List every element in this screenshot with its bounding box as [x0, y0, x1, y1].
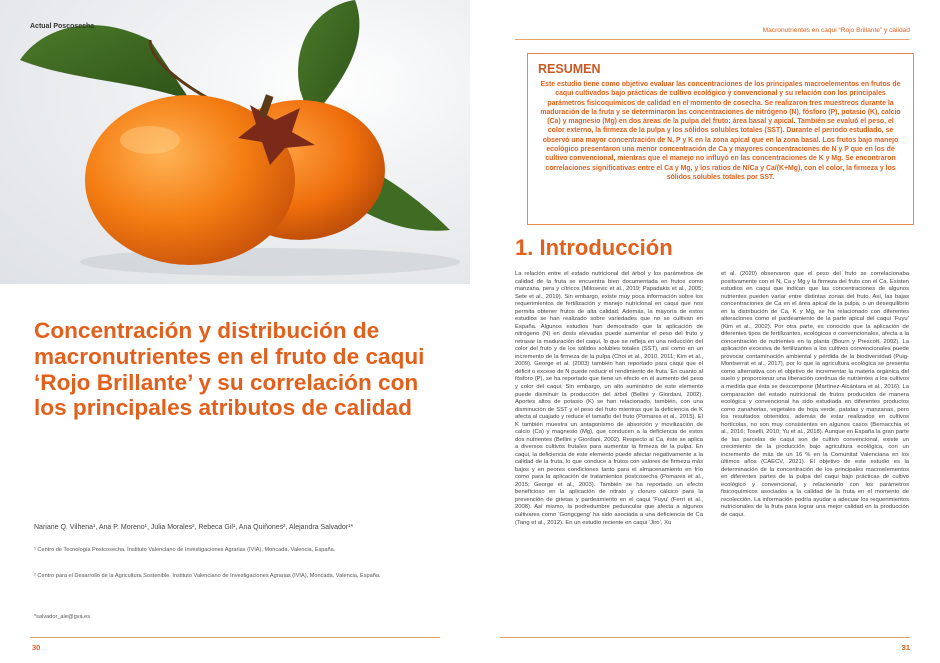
- affiliation-2: ² Centro para el Desarrollo de la Agricultura Sostenible. Instituto Valenciano de Investigaciones Agrarias (IVIA), Moncada, Valencia, España.: [34, 573, 381, 579]
- running-head: Macronutrientes en caqui “Rojo Brillante” y calidad: [762, 27, 910, 34]
- header-rule: [515, 39, 909, 40]
- section-label: Actual Poscosecha: [30, 23, 95, 30]
- abstract-box: [527, 53, 914, 225]
- contact-email: *salvador_ale@gva.es: [34, 614, 91, 620]
- page-number-left: 30: [32, 643, 41, 652]
- affiliation-1: ¹ Centro de Tecnología Postcosecha. Instituto Valenciano de Investigaciones Agrarias (IVIA), Moncada, Valencia, España.: [34, 547, 336, 553]
- persimmon-illustration: [0, 0, 470, 284]
- article-title: Concentración y distribución de macronutrientes en el fruto de caqui ‘Rojo Brillante’ y su correlación con los principales atributos de calidad: [34, 318, 425, 421]
- persimmon-photo: [0, 0, 470, 284]
- abstract-title: RESUMEN: [538, 62, 601, 76]
- page-number-right: 31: [901, 643, 910, 652]
- section-heading: 1. Introducción: [515, 235, 673, 260]
- body-column-1: La relación entre el estado nutricional del árbol y los parámetros de calidad de la fruta se encuentra bien documentada en frutos como manzana, pera y cítricos (Milosevic et al., 2019; Papadakis et al., 2005; Sete et al., 2019). Sin embargo, existe muy poca información sobre los requerimientos de fertilización y manejo nutricional en caqui que nos permita obtener frutos de alta calidad. Además, la mayoría de estos estudios se han realizado sobre variedades que no se cultivan en España. Algunos estudios han demostrado que la aplicación de nitrógeno (N) en dosis elevadas puede aumentar el peso del fruto y retrasar la maduración del caqui, lo que se refleja en una reducción del color del fruto y de los sólidos solubles totales (SST), así como en un incremento de la firmeza de la pulpa (Choi et al., 2010, 2011; Kim et al., 2009). George et al. (2003) también han reportado para caqui que el déficit o exceso de N puede reducir el rendimiento de fruta. En cuanto al fósforo (P), se ha reportado que tiene un efecto en el aumento del peso y color del caqui. Sin embargo, un alto suministro de este elemento puede disminuir la producción del árbol (Bellini y Giordani, 2002). Aportes altos de potasio (K) se han relacionado, también, con una disminución de SST y el peso del fruto mientras que la deficiencia de K afecta al cuajado y reduce el tamaño del fruto (Pomares et al., 2015). El K también muestra un antagonismo de absorción y movilización de calcio (Ca) y magnesio (Mg), que conducen a la deficiencia de estos dos nutrientes (Bellini y Giordani, 2002). Respecto al Ca, éste se aplica a diversos cultivos frutales para aumentar la firmeza de la pulpa. En caqui, la deficiencia de este elemento puede afectar negativamente a la calidad de la fruta, lo que conduce a frutos con valores de firmeza más bajos y en peores condiciones tanto para el almacenamiento en frío como para la aplicación de tratamientos postcosecha (Pomares et al., 2015; George et al., 2003). También se ha reportado un efecto beneficioso en la aplicación de nitrato y cloruro cálcico para la prevención de grietas y pardeamiento en el caqui ‘Fuyu’ (Ferri et al., 2008). Así mismo, la podredumbre peduncular que afecta a algunos cultivares como ‘Gongcgeng’ ha sido asociada a una deficiencia de Ca (Tang et al., 2012). En un estudio reciente en caqui ‘Jiro’, Xu: [515, 271, 703, 526]
- leaf-shape: [20, 25, 190, 100]
- footer-rule: [500, 637, 910, 638]
- abstract-text: Este estudio tiene como objetivo evaluar las concentraciones de los principales macroelementos en frutos de caqui cultivados bajo prácticas de cultivo ecológico y convencional y su relación con los principales parámetros fisicoquímicos de calidad en el momento de cosecha. Se realizaron tres muestreos durante la maduración de la fruta y se determinaron las concentraciones de nitrógeno (N), fósforo (P), potasio (K), calcio (Ca) y magnesio (Mg) en dos áreas de la pulpa del fruto: área basal y apical. También se evaluó el peso, el color externo, la firmeza de la pulpa y los sólidos solubles totales (SST). Durante el periodo estudiado, se observó una mayor concentración de N, P y K en la zona apical que en la zona basal. Los frutos bajo manejo ecológico presentaron una menor concentración de Ca y mayores concentraciones de N y P que en los de cultivo convencional, mientras que el manejo no influyó en las concentraciones de K y Mg. Se encontraron correlaciones significativas entre el Ca y Mg, y los ratios de N/Ca y Ca/(K+Mg), con el color, la firmeza y los sólidos solubles totales por SST.: [540, 81, 901, 181]
- body-column-2: et al. (2020) observaron que el peso del fruto se correlacionaba positivamente con el N, Ca y Mg y la firmeza del fruto con el Ca. Existen estudios en caqui que indican que las concentraciones de algunos nutrientes pueden variar entre distintas zonas del fruto. Así, las bajas concentraciones de Ca en el área apical de la pulpa, o un desequilibrio en la distribución de Ca, K y Mg, se ha relacionado con diferentes alteraciones como el pardeamiento de la parte apical del caqui ‘Fuyu’ (Kim et al., 2002). Por otra parte, es conocido que la aplicación de diferentes tipos de fertilizantes, ecológicos o convencionales, afecta a la concentración de nutrientes en la planta (Bourn y Prescott, 2002). La aplicación excesiva de fertilizantes a los cultivos convencionales puede provocar contaminación ambiental y pérdida de la biodiversidad (Puig-Montserrat et al., 2017), por lo que la agricultura ecológica se presenta como alternativa con el objetivo de incrementar la materia orgánica del suelo y proporcionar una liberación continua de nutrientes a los cultivos a medida que ésta se descompone (Martínez-Alcántara et al., 2016). La comparación del estado nutricional de frutos producidos de manera ecológica y convencional ha sido estudiada en diferentes productos como zanahorias, vegetales de hoja verde, patatas y manzanas, pero los resultados obtenidos, además de estar realizados en cultivos hortícolas, no son muy consistentes en algunos casos (Bernacchia et al., 2016; Toselli, 2010; Yu et al., 2018). Aunque en España la gran parte de las parcelas de caqui son de cultivo convencional, existe un crecimiento de la producción bajo agricultura ecológica, con un incremento de más de un 16 % en la Comunitat Valenciana en los últimos años (CAECV, 2021). El objetivo de este estudio es la determinación de la concentración de los principales macroelementos en diferentes partes de la pulpa del caqui bajo prácticas de cultivo ecológico y convencional, y relacionarlo con los parámetros fisicoquímicos asociados a la calidad de la fruta en el momento de recolección. La información podría ayudar a adecuar los requerimientos nutricionales de la fruta para lograr una mejor calidad en la producción de caqui.: [721, 271, 909, 518]
- authors: Nariane Q. Vilhena¹, Ana P. Moreno¹, Julia Morales², Rebeca Gil¹, Ana Quiñones², Alejandra Salvador¹*: [34, 524, 354, 531]
- footer-rule: [30, 637, 440, 638]
- right-page: [470, 0, 940, 663]
